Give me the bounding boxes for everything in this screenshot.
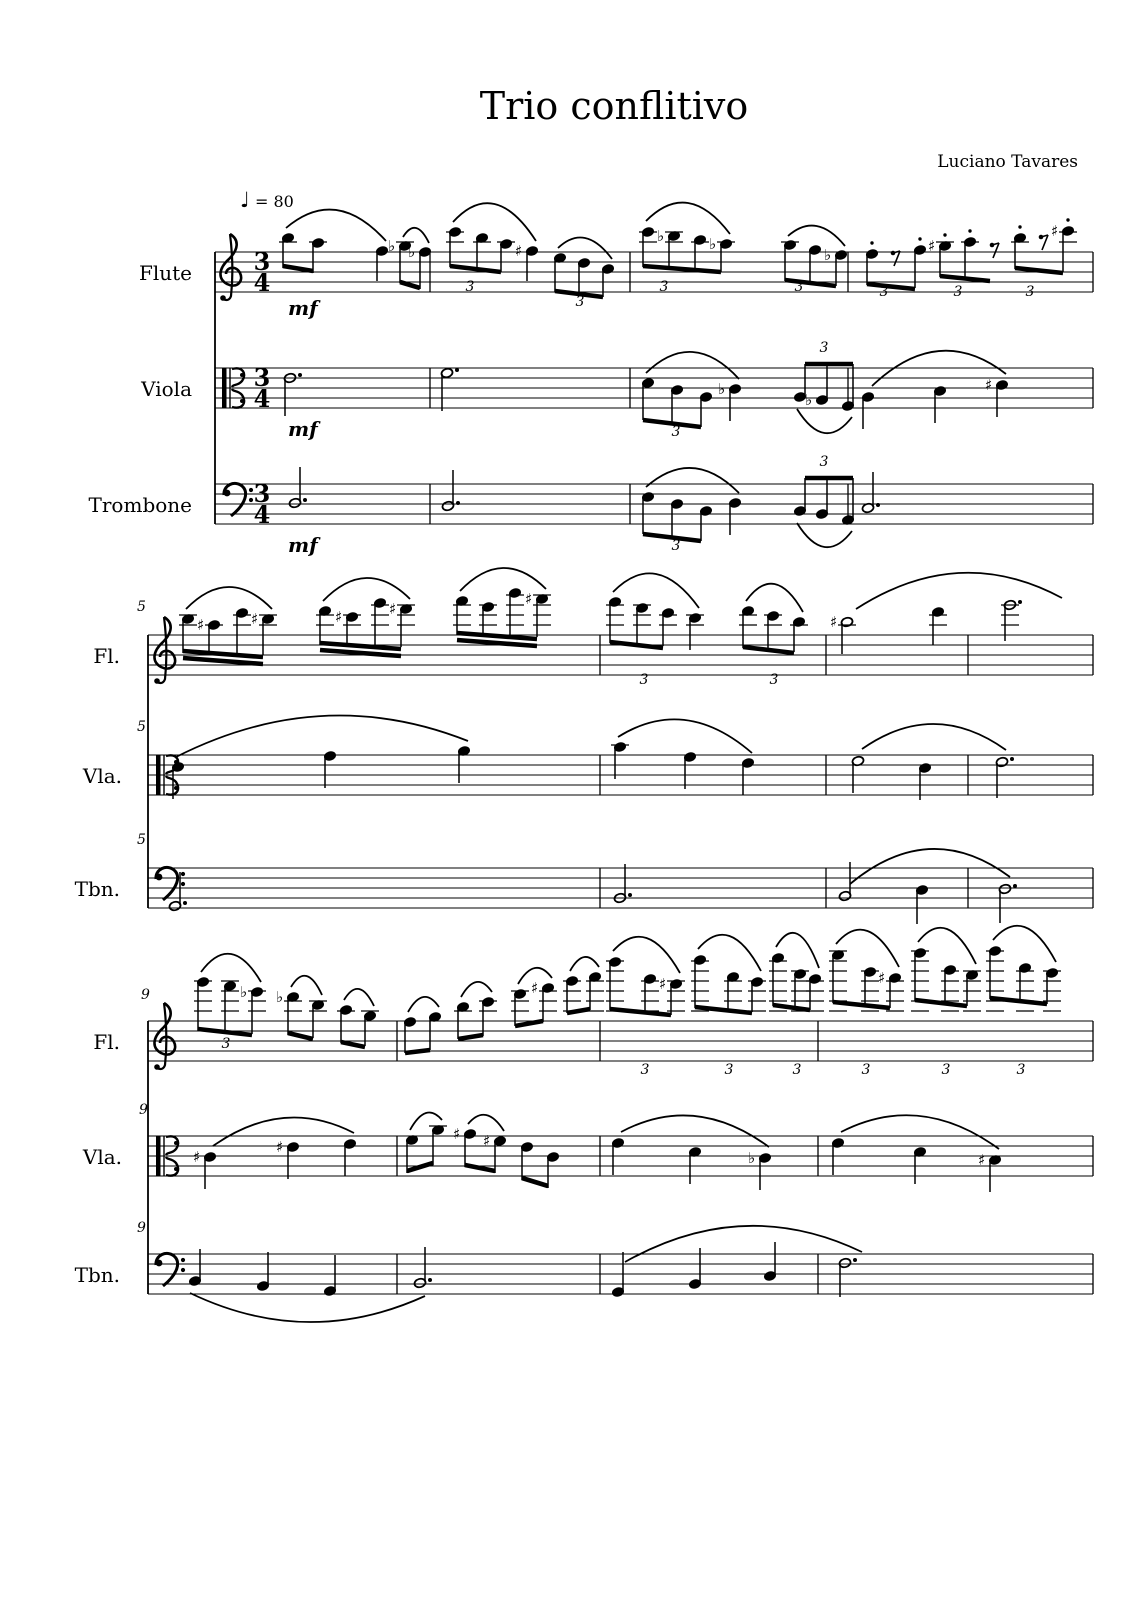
beam [695, 1007, 752, 1013]
tuplet-number: 3 [794, 279, 804, 295]
note-head-open [998, 884, 1011, 895]
slur [570, 957, 599, 971]
tuplet-number: 3 [879, 284, 889, 300]
augmentation-dot [298, 373, 302, 377]
slur [746, 584, 803, 612]
note-head-open [838, 1258, 851, 1269]
staff-fl [93, 568, 1093, 688]
beam [183, 658, 263, 664]
sharp-accidental: ♯ [531, 979, 539, 997]
slur [993, 926, 1056, 962]
beam [773, 1005, 810, 1010]
tuplet-number: 3 [221, 1036, 231, 1052]
slur [862, 724, 1006, 750]
sharp-accidental: ♯ [659, 975, 667, 993]
tuplet-number: 3 [1025, 284, 1035, 300]
augmentation-dot [628, 893, 632, 897]
augmentation-dot [876, 503, 880, 507]
slur [850, 849, 1010, 884]
flat-accidental: ♭ [388, 237, 396, 255]
tempo-value: = 80 [255, 192, 294, 211]
slur [403, 228, 429, 243]
flat-accidental: ♭ [748, 1149, 756, 1167]
tuplet-number: 3 [769, 672, 779, 688]
instrument-label: Tbn. [74, 1263, 120, 1287]
flat-accidental: ♭ [718, 380, 726, 398]
beam [320, 643, 401, 649]
bass-clef-icon [181, 1258, 185, 1262]
flat-accidental: ♭ [709, 235, 717, 253]
instrument-label: Vla. [82, 1145, 122, 1169]
alto-clef-icon [174, 1167, 178, 1171]
slur [797, 523, 852, 547]
bass-clef-icon [181, 1268, 185, 1272]
tuplet-number: 3 [792, 1062, 802, 1078]
note-head-open [168, 901, 181, 912]
slur [186, 587, 272, 609]
beam [610, 1009, 671, 1015]
bass-clef-icon [249, 498, 253, 502]
instrument-label: Flute [138, 261, 192, 285]
tuplet-number: 3 [575, 294, 585, 310]
treble-clef-icon [220, 295, 226, 301]
tuplet-number: 3 [953, 284, 963, 300]
alto-clef-icon [174, 1141, 178, 1145]
flat-accidental: ♭ [276, 988, 284, 1006]
staccato-dot [870, 241, 873, 244]
slur [698, 935, 761, 971]
slur [788, 226, 845, 246]
dynamic-marking: mf [288, 296, 318, 320]
sharp-accidental: ♯ [525, 590, 533, 608]
beam [400, 282, 420, 288]
slur [646, 468, 739, 493]
dynamic-marking: mf [288, 533, 318, 557]
tuplet-number: 3 [724, 1062, 734, 1078]
staccato-dot [943, 233, 946, 236]
bass-clef-icon [224, 483, 246, 516]
augmentation-dot [1018, 600, 1022, 604]
bass-clef-icon [181, 882, 185, 886]
slur [625, 1226, 862, 1262]
sharp-accidental: ♯ [389, 600, 397, 618]
slur [291, 976, 322, 995]
piece-title: Trio conflitivo [479, 84, 749, 128]
slur [190, 1293, 425, 1322]
slur [461, 982, 492, 997]
alto-clef-icon [240, 399, 244, 403]
bass-clef-icon [156, 1253, 178, 1286]
sharp-accidental: ♯ [1051, 222, 1059, 240]
instrument-label: Trombone [88, 493, 192, 517]
slur [468, 1115, 504, 1131]
system-3 [75, 926, 1093, 1322]
bass-clef-icon [181, 872, 185, 876]
composer-name: Luciano Tavares [937, 152, 1078, 172]
augmentation-dot [853, 1258, 857, 1262]
note-head-open [995, 757, 1008, 768]
tuplet-number: 3 [819, 454, 829, 470]
note-head-open [413, 1278, 426, 1289]
tuplet-number: 3 [1016, 1062, 1026, 1078]
staff-tbn [75, 832, 1093, 924]
beam [283, 266, 313, 271]
tuplet-number: 3 [639, 672, 649, 688]
slur [918, 928, 976, 964]
note-head-open [838, 891, 851, 902]
flat-accidental: ♭ [805, 391, 813, 409]
slur [453, 203, 536, 241]
bass-clef-icon [249, 488, 253, 492]
slur [176, 716, 468, 757]
time-signature-denominator: 4 [253, 268, 271, 297]
beam [457, 633, 537, 639]
staff-vla [82, 716, 1093, 800]
beam [450, 266, 501, 272]
time-signature-numerator: 3 [253, 363, 271, 392]
alto-clef-icon [156, 1136, 161, 1176]
beam [183, 651, 263, 657]
flat-accidental: ♭ [408, 243, 416, 261]
slur [797, 409, 852, 433]
dynamic-marking: mf [288, 417, 318, 441]
augmentation-dot [303, 498, 307, 502]
measure-number: 5 [137, 599, 146, 615]
sharp-accidental: ♯ [335, 608, 343, 626]
tuplet-number: 3 [671, 538, 681, 554]
measure-number: 9 [137, 1220, 146, 1236]
slur [344, 989, 374, 1006]
measure-number: 5 [137, 832, 146, 848]
instrument-label: Fl. [93, 1030, 120, 1054]
slur [213, 1118, 354, 1146]
slur [460, 568, 546, 591]
sharp-accidental: ♯ [276, 1138, 284, 1156]
beam [405, 1050, 430, 1053]
slur [856, 573, 1062, 609]
augmentation-dot [1010, 757, 1014, 761]
staff-vla [82, 1102, 1093, 1192]
beam [522, 1178, 548, 1186]
beam [515, 1021, 543, 1026]
sharp-accidental: ♯ [193, 1148, 201, 1166]
alto-clef-icon [222, 368, 227, 408]
sharp-accidental: ♯ [453, 1125, 461, 1143]
slur [201, 954, 261, 982]
alto-clef-icon [240, 373, 244, 377]
beam [288, 1033, 313, 1039]
sharp-accidental: ♯ [483, 1132, 491, 1150]
time-signature-denominator: 4 [253, 384, 271, 413]
bass-clef-icon [156, 867, 178, 900]
time-signature-denominator: 4 [253, 500, 271, 529]
sharp-accidental: ♯ [878, 969, 886, 987]
augmentation-dot [455, 368, 459, 372]
instrument-label: Fl. [93, 644, 120, 668]
flat-accidental: ♭ [824, 246, 832, 264]
slur [621, 1115, 769, 1147]
slur [618, 719, 752, 753]
staff-viola [140, 340, 1093, 441]
staccato-dot [968, 229, 971, 232]
slur [558, 238, 612, 259]
beam [407, 1163, 433, 1171]
instrument-label: Tbn. [74, 877, 120, 901]
beam [341, 1042, 365, 1047]
slur [613, 573, 699, 608]
slur [408, 997, 439, 1012]
note-head-open [840, 617, 853, 628]
measure-number: 5 [137, 719, 146, 735]
instrument-label: Vla. [82, 764, 122, 788]
staccato-dot [1018, 225, 1021, 228]
slur [613, 937, 680, 973]
treble-clef-icon [154, 1064, 160, 1070]
note-head-open [288, 498, 301, 509]
sharp-accidental: ♯ [830, 613, 838, 631]
slur [286, 210, 386, 241]
treble-clef-icon [154, 678, 160, 684]
tuplet-number: 3 [640, 1062, 650, 1078]
system-2 [75, 568, 1093, 924]
tuplet-number: 3 [659, 279, 669, 295]
beam [867, 284, 915, 289]
augmentation-dot [1013, 884, 1017, 888]
tuplet-number: 3 [941, 1062, 951, 1078]
tuplet-number: 3 [861, 1062, 871, 1078]
note-head-open [440, 368, 453, 379]
staff-fl [93, 926, 1093, 1078]
beam [458, 1035, 483, 1039]
slur [323, 578, 410, 601]
sharp-accidental: ♯ [985, 376, 993, 394]
alto-clef-icon [174, 786, 178, 790]
time-signature-numerator: 3 [253, 247, 271, 276]
staff-trombone [89, 454, 1093, 557]
augmentation-dot [456, 501, 460, 505]
measure-number: 9 [139, 1102, 148, 1118]
time-signature-numerator: 3 [253, 479, 271, 508]
instrument-label: Viola [141, 377, 192, 401]
staff-tbn [75, 1220, 1093, 1322]
flat-accidental: ♭ [657, 227, 665, 245]
slur [646, 352, 739, 379]
beam [643, 266, 721, 272]
staff-flute [139, 203, 1093, 320]
system-1 [89, 203, 1093, 557]
beam [833, 1002, 890, 1008]
measure-number: 9 [141, 987, 150, 1003]
slur [841, 1115, 999, 1149]
alto-clef-icon [156, 755, 161, 795]
tuplet-number: 3 [671, 424, 681, 440]
sharp-accidental: ♯ [978, 1151, 986, 1169]
slur [776, 933, 819, 968]
sharp-accidental: ♯ [251, 610, 259, 628]
sharp-accidental: ♯ [197, 616, 205, 634]
sharp-accidental: ♯ [928, 237, 936, 255]
staccato-dot [918, 237, 921, 240]
tuplet-number: 3 [819, 340, 829, 356]
quarter-note-icon: ♩ [240, 188, 250, 212]
sharp-accidental: ♯ [515, 242, 523, 260]
tuplet-number: 3 [465, 279, 475, 295]
flat-accidental: ♭ [240, 983, 248, 1001]
augmentation-dot [428, 1278, 432, 1282]
augmentation-dot [183, 901, 187, 905]
staccato-dot [1066, 218, 1069, 221]
note-head-open [441, 501, 454, 512]
